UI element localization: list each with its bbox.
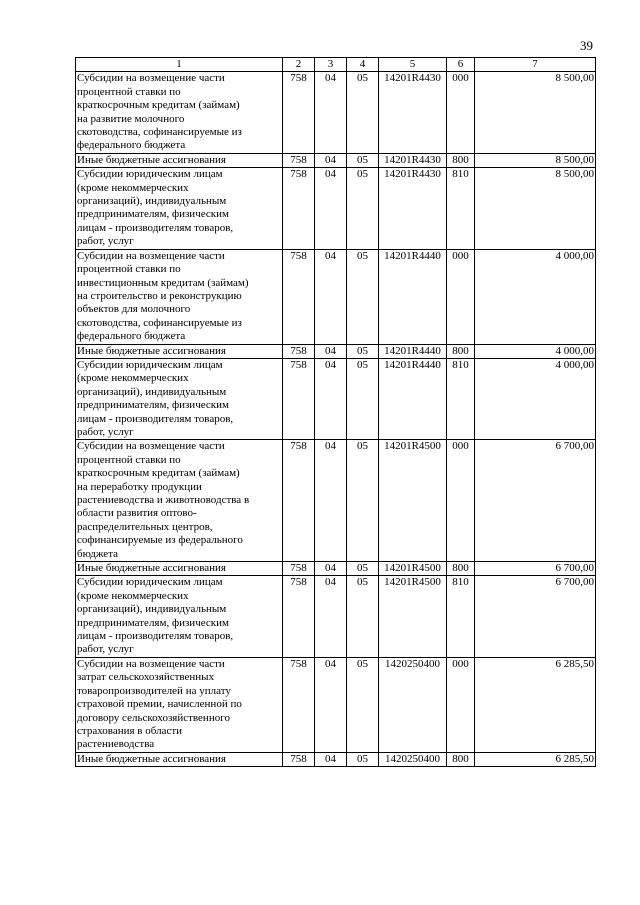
row-code-col6: 000 xyxy=(447,249,475,344)
table-row xyxy=(76,752,596,766)
row-name: Субсидии на возмещение части процентной ставки по инвестиционным кредитам (займам) на строительство и реконструкцию объектов для молочного скотоводства, софинансируемые из федерального бюджета xyxy=(76,249,283,344)
row-code-col4: 05 xyxy=(347,440,379,562)
column-header: 5 xyxy=(379,58,447,72)
row-code-col5: 1420250400 xyxy=(379,752,447,766)
row-name: Субсидии на возмещение части процентной ставки по краткосрочным кредитам (займам) на развитие молочного скотоводства, софинансируемые из федерального бюджета xyxy=(76,72,283,153)
row-amount: 6 285,50 xyxy=(475,657,596,752)
row-code-col6: 810 xyxy=(447,576,475,657)
row-code-col2: 758 xyxy=(283,344,315,358)
row-code-col5: 14201R4500 xyxy=(379,576,447,657)
row-code-col6: 800 xyxy=(447,344,475,358)
row-code-col4: 05 xyxy=(347,562,379,576)
row-code-col3: 04 xyxy=(315,562,347,576)
budget-table xyxy=(75,57,596,767)
row-code-col5: 1420250400 xyxy=(379,657,447,752)
row-code-col3: 04 xyxy=(315,344,347,358)
row-amount: 6 700,00 xyxy=(475,576,596,657)
table-row xyxy=(76,168,596,249)
column-header: 3 xyxy=(315,58,347,72)
row-code-col4: 05 xyxy=(347,249,379,344)
row-code-col6: 800 xyxy=(447,153,475,167)
row-code-col2: 758 xyxy=(283,168,315,249)
row-name: Субсидии юридическим лицам (кроме некоммерческих организаций), индивидуальным предпринимателям, физическим лицам - производителям товаров, работ, услуг xyxy=(76,576,283,657)
table-row xyxy=(76,358,596,439)
column-header: 4 xyxy=(347,58,379,72)
table-row xyxy=(76,344,596,358)
row-code-col5: 14201R4440 xyxy=(379,358,447,439)
row-code-col3: 04 xyxy=(315,358,347,439)
header-row xyxy=(76,58,596,72)
row-code-col2: 758 xyxy=(283,576,315,657)
row-code-col4: 05 xyxy=(347,576,379,657)
row-code-col6: 800 xyxy=(447,752,475,766)
row-code-col2: 758 xyxy=(283,249,315,344)
row-code-col4: 05 xyxy=(347,344,379,358)
row-name: Иные бюджетные ассигнования xyxy=(76,344,283,358)
table-row xyxy=(76,440,596,562)
row-code-col2: 758 xyxy=(283,440,315,562)
row-code-col5: 14201R4440 xyxy=(379,344,447,358)
row-code-col3: 04 xyxy=(315,440,347,562)
row-code-col3: 04 xyxy=(315,153,347,167)
row-name: Субсидии на возмещение части затрат сельскохозяйственных товаропроизводителей на уплату страховой премии, начисленной по договору сельскохозяйственного страхования в области растениеводства xyxy=(76,657,283,752)
row-amount: 8 500,00 xyxy=(475,72,596,153)
row-amount: 8 500,00 xyxy=(475,168,596,249)
row-name: Субсидии юридическим лицам (кроме некоммерческих организаций), индивидуальным предпринимателям, физическим лицам - производителям товаров, работ, услуг xyxy=(76,358,283,439)
row-code-col2: 758 xyxy=(283,562,315,576)
row-name: Субсидии на возмещение части процентной ставки по краткосрочным кредитам (займам) на переработку продукции растениеводства и животноводства в области развития оптово- распределительных центров, софинансируемые из федерального бюджета xyxy=(76,440,283,562)
column-header: 6 xyxy=(447,58,475,72)
row-amount: 4 000,00 xyxy=(475,358,596,439)
row-amount: 6 700,00 xyxy=(475,440,596,562)
column-header: 2 xyxy=(283,58,315,72)
row-code-col4: 05 xyxy=(347,168,379,249)
row-code-col3: 04 xyxy=(315,249,347,344)
row-code-col6: 000 xyxy=(447,657,475,752)
column-header: 7 xyxy=(475,58,596,72)
row-code-col5: 14201R4430 xyxy=(379,72,447,153)
row-code-col5: 14201R4500 xyxy=(379,440,447,562)
table-row xyxy=(76,249,596,344)
row-code-col2: 758 xyxy=(283,72,315,153)
table-row xyxy=(76,153,596,167)
row-code-col6: 000 xyxy=(447,440,475,562)
table-row xyxy=(76,72,596,153)
row-amount: 4 000,00 xyxy=(475,344,596,358)
row-code-col4: 05 xyxy=(347,358,379,439)
row-code-col4: 05 xyxy=(347,657,379,752)
page-number: 39 xyxy=(580,38,593,53)
table-row xyxy=(76,562,596,576)
row-code-col6: 810 xyxy=(447,168,475,249)
row-code-col3: 04 xyxy=(315,72,347,153)
row-code-col4: 05 xyxy=(347,752,379,766)
row-code-col4: 05 xyxy=(347,72,379,153)
row-code-col3: 04 xyxy=(315,657,347,752)
column-header: 1 xyxy=(76,58,283,72)
row-code-col2: 758 xyxy=(283,153,315,167)
row-code-col5: 14201R4440 xyxy=(379,249,447,344)
row-code-col5: 14201R4500 xyxy=(379,562,447,576)
row-code-col2: 758 xyxy=(283,752,315,766)
row-code-col3: 04 xyxy=(315,576,347,657)
row-code-col5: 14201R4430 xyxy=(379,168,447,249)
row-amount: 6 285,50 xyxy=(475,752,596,766)
row-code-col4: 05 xyxy=(347,153,379,167)
row-amount: 4 000,00 xyxy=(475,249,596,344)
row-code-col6: 000 xyxy=(447,72,475,153)
row-name: Иные бюджетные ассигнования xyxy=(76,153,283,167)
row-code-col2: 758 xyxy=(283,657,315,752)
row-amount: 6 700,00 xyxy=(475,562,596,576)
table-row xyxy=(76,657,596,752)
row-code-col3: 04 xyxy=(315,752,347,766)
row-amount: 8 500,00 xyxy=(475,153,596,167)
row-code-col3: 04 xyxy=(315,168,347,249)
row-code-col6: 810 xyxy=(447,358,475,439)
row-name: Субсидии юридическим лицам (кроме некоммерческих организаций), индивидуальным предпринимателям, физическим лицам - производителям товаров, работ, услуг xyxy=(76,168,283,249)
row-code-col2: 758 xyxy=(283,358,315,439)
table-row xyxy=(76,576,596,657)
row-name: Иные бюджетные ассигнования xyxy=(76,752,283,766)
row-code-col6: 800 xyxy=(447,562,475,576)
row-code-col5: 14201R4430 xyxy=(379,153,447,167)
row-name: Иные бюджетные ассигнования xyxy=(76,562,283,576)
